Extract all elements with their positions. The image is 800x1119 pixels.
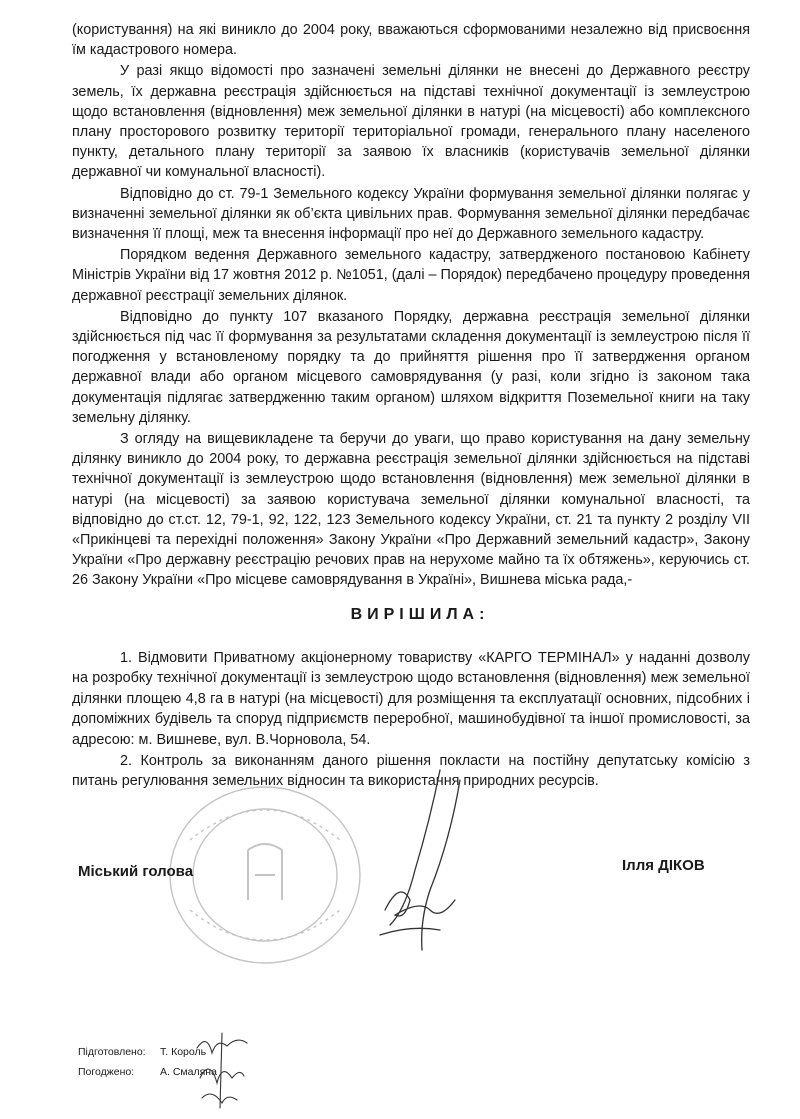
paragraph: (користування) на які виникло до 2004 року, вважаються сформованими незалежно від присвоєння їм кадастрового номера. [72, 22, 750, 59]
decision-item: 1. Відмовити Приватному акціонерному товариству «КАРГО ТЕРМІНАЛ» у наданні дозволу на розробку технічної документації із землеустрою щодо встановлення (відновлення) меж земельної ділянки площею 4,8 га в натурі (на місцевості) для розміщення та експлуатації основних, підсобних і допоміжних будівель та споруд підприємств переробної, машинобудівної та іншої промисловості, за адресою: м. Вишневе, вул. В.Чорновола, 54. [72, 650, 750, 748]
initials-signature [192, 1028, 252, 1112]
document-body [72, 20, 750, 591]
paragraph: Відповідно до ст. 79-1 Земельного кодексу України формування земельної ділянки полягає у визначенні земельної ділянки як об’єкта цивільних прав. Формування земельної ділянки передбачає визначення її площі, меж та внесення інформації про неї до Державного земельного кадастру. [72, 185, 750, 243]
signature-mark [360, 760, 500, 960]
prepared-by-line [78, 1046, 206, 1058]
paragraph: З огляду на вищевикладене та беручи до уваги, що право користування на дану земельну ділянку виникло до 2004 року, то державна реєстрація земельної ділянки здійснюється на підставі технічної документації із землеустрою щодо встановлення (відновлення) меж земельної ділянки в натурі (на місцевості) за заявою користувача земельної ділянки комунальної власності, та відповідно до ст.ст. 12, 79-1, 92, 122, 123 Земельного кодексу України, ст. 21 та пункту 2 розділу VII «Прикінцеві та перехідні положення» Закону України «Про Державний земельний кадастр», Закону України «Про державну реєстрацію речових прав на нерухоме майно та їх обтяжень», керуючись ст. 26 Закону України «Про місцеве самоврядування в Україні», Вишнева міська рада,- [72, 431, 750, 589]
signature-name: Ілля ДІКОВ [622, 857, 705, 874]
prepared-label: Підготовлено: [78, 1046, 146, 1058]
agreed-label: Погоджено: [78, 1066, 135, 1078]
paragraph: Відповідно до пункту 107 вказаного Порядку, державна реєстрація земельної ділянки здійснюється під час її формування за результатами складення документації із землеустрою після її погодження у встановленому порядку та до прийняття рішення про її затвердження органом державної влади або органом місцевого самоврядування (у разі, коли згідно із законом така документація підлягає затвердженню таким органом) шляхом відкриття Поземельної книги на таку земельну ділянку. [72, 308, 750, 426]
agreed-name: А. Смаляна [160, 1066, 217, 1078]
paragraph: Порядком ведення Державного земельного кадастру, затвердженого постановою Кабінету Міністрів України від 17 жовтня 2012 р. №1051, (далі – Порядок) передбачено процедуру проведення державної реєстрації земельних ділянок. [72, 247, 751, 304]
paragraph: У разі якщо відомості про зазначені земельні ділянки не внесені до Державного реєстру земель, їх державна реєстрація здійснюється на підставі технічної документації із землеустрою щодо встановлення (відновлення) меж земельної ділянки в натурі (на місцевості) або комплексного плану просторового розвитку території територіальної громади, генерального плану населеного пункту, детального плану території за заявою їх власників (користувачів земельної ділянки державної чи комунальної власності). [72, 63, 750, 181]
decision-heading: ВИРІШИЛА: [350, 606, 490, 623]
prepared-name: Т. Король [160, 1046, 207, 1058]
decision-item: 2. Контроль за виконанням даного рішення покласти на постійну депутатську комісію з питань регулювання земельних відносин та використання природних ресурсів. [72, 753, 750, 790]
signature-title: Міський голова [78, 863, 194, 880]
